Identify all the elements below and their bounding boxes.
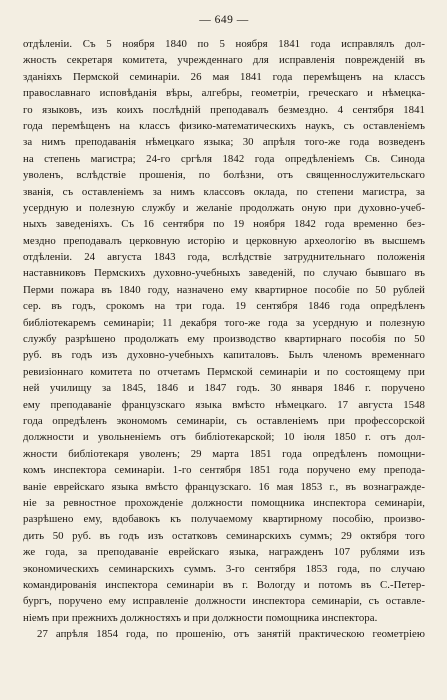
text-line: командированія инспектора семинаріи въ г. Вологду и потомъ въ С.-Петер- [23,578,425,591]
text-line: отдѣленіи. Съ 5 ноября 1840 по 5 ноября 1841 года исправлялъ дол- [23,38,425,50]
text-line: должности и увольненіемъ отъ библіотекарской; 10 іюля 1850 г. отъ дол- [23,431,425,444]
text-line: званія, съ оставленіемъ за нимъ классовъ оклада, по степени магистра, за [23,185,425,198]
text-line: Перми пожара въ 1840 году, назначено ему квартирное пособіе по 50 рублей [23,283,425,296]
text-line: руб. въ годъ изъ духовно-учебныхъ капиталовъ. Былъ членомъ временнаго [23,349,425,362]
text-line: ревизіоннаго комитета по отчетамъ Пермской семинаріи и по состоящему при [23,365,425,378]
text-line: уволенъ, вслѣдствіе прошенія, по болѣзни, отъ священнослужительскаго [23,169,425,182]
text-line: сер. въ годъ, срокомъ на три года. 19 сентября 1846 года опредѣленъ [23,300,425,313]
text-line: ней училищу за 1845, 1846 и 1847 годъ. 30 января 1846 г. поручено [23,382,425,395]
text-line: года перемѣщенъ на классъ физико-математическихъ наукъ, съ оставленіемъ [23,119,425,132]
text-line: службу разрѣшено продолжать ему производство квартирнаго пособія по 50 [23,333,425,346]
text-line: православнаго исповѣданія вѣры, алгебры, геометріи, греческаго и нѣмецка- [23,87,425,100]
text-line: 27 апрѣля 1854 года, по прошенію, отъ занятій практическою геометріею [37,628,425,641]
text-line: ніе за ревностное прохожденіе должности помощника инспектора семинаріи, [23,496,425,509]
text-line: библіотекаремъ семинаріи; 11 декабря того-же года за усердную и полезную [23,316,425,329]
text-line: го языковъ, изъ коихъ послѣдній преподавалъ безмездно. 4 сентября 1841 [23,103,425,116]
text-line: жности библіотекаря уволенъ; 29 марта 1851 года опредѣленъ помощни- [23,447,425,460]
text-line: года опредѣленъ экономомъ семинаріи, съ оставленіемъ при профессорской [23,414,425,427]
text-line: усердную и полезную службу и желаніе продолжать оную при духовно-учеб- [23,201,425,214]
text-line: бургъ, поручено ему исправленіе должности инспектора семинаріи, съ оставле- [23,595,425,608]
text-line: ваніе еврейскаго языка вмѣсто французскаго. 16 мая 1853 г., въ вознагражде- [23,480,425,493]
body-text [23,36,425,642]
text-line: ніемъ при прежнихъ должностяхъ и при должности помощника инспектора. [23,611,378,624]
page-number: — 649 — [199,14,249,26]
text-line: же года, за преподаваніе еврейскаго языка, награжденъ 107 рублями изъ [23,546,425,559]
text-line: ныхъ заведеніяхъ. Съ 16 сентября по 19 ноября 1842 года временно без- [23,218,425,231]
text-line: комъ инспектора семинаріи. 1-го сентября 1851 года поручено ему препода- [23,464,425,477]
text-line: дить 50 руб. въ годъ изъ остатковъ семинарскихъ суммъ; 29 октября того [23,529,425,542]
text-line: наставниковъ Пермскихъ духовно-учебныхъ заведеній, по случаю бывшаго въ [23,267,425,280]
text-line: зданіяхъ Пермской семинаріи. 26 мая 1841 года перемѣщенъ на классъ [23,70,425,83]
text-line: ему преподаваніе французскаго языка вмѣсто нѣмецкаго. 17 августа 1548 [23,398,425,411]
text-line: отдѣленіи. 24 августа 1843 года, вслѣдствіе затруднительнаго положенія [23,251,425,264]
text-line: на степень магистра; 24-го сргѣля 1842 года опредѣленіемъ Св. Синода [23,152,425,165]
text-line: жность секретаря комитета, учрежденнаго для исправленія поврежденій въ [23,54,425,67]
text-line: мездно преподавалъ церковную исторію и церковную археологію въ высшемъ [23,234,425,247]
text-line: экономическихъ семинарскихъ суммъ. 3-го сентября 1853 года, по случаю [23,562,425,575]
text-line: разрѣшено ему, вдобавокъ къ получаемому квартирному пособію, произво- [23,513,425,526]
text-line: за нимъ преподаванія нѣмецкаго языка; 30 апрѣля того-же года возведенъ [23,136,425,149]
